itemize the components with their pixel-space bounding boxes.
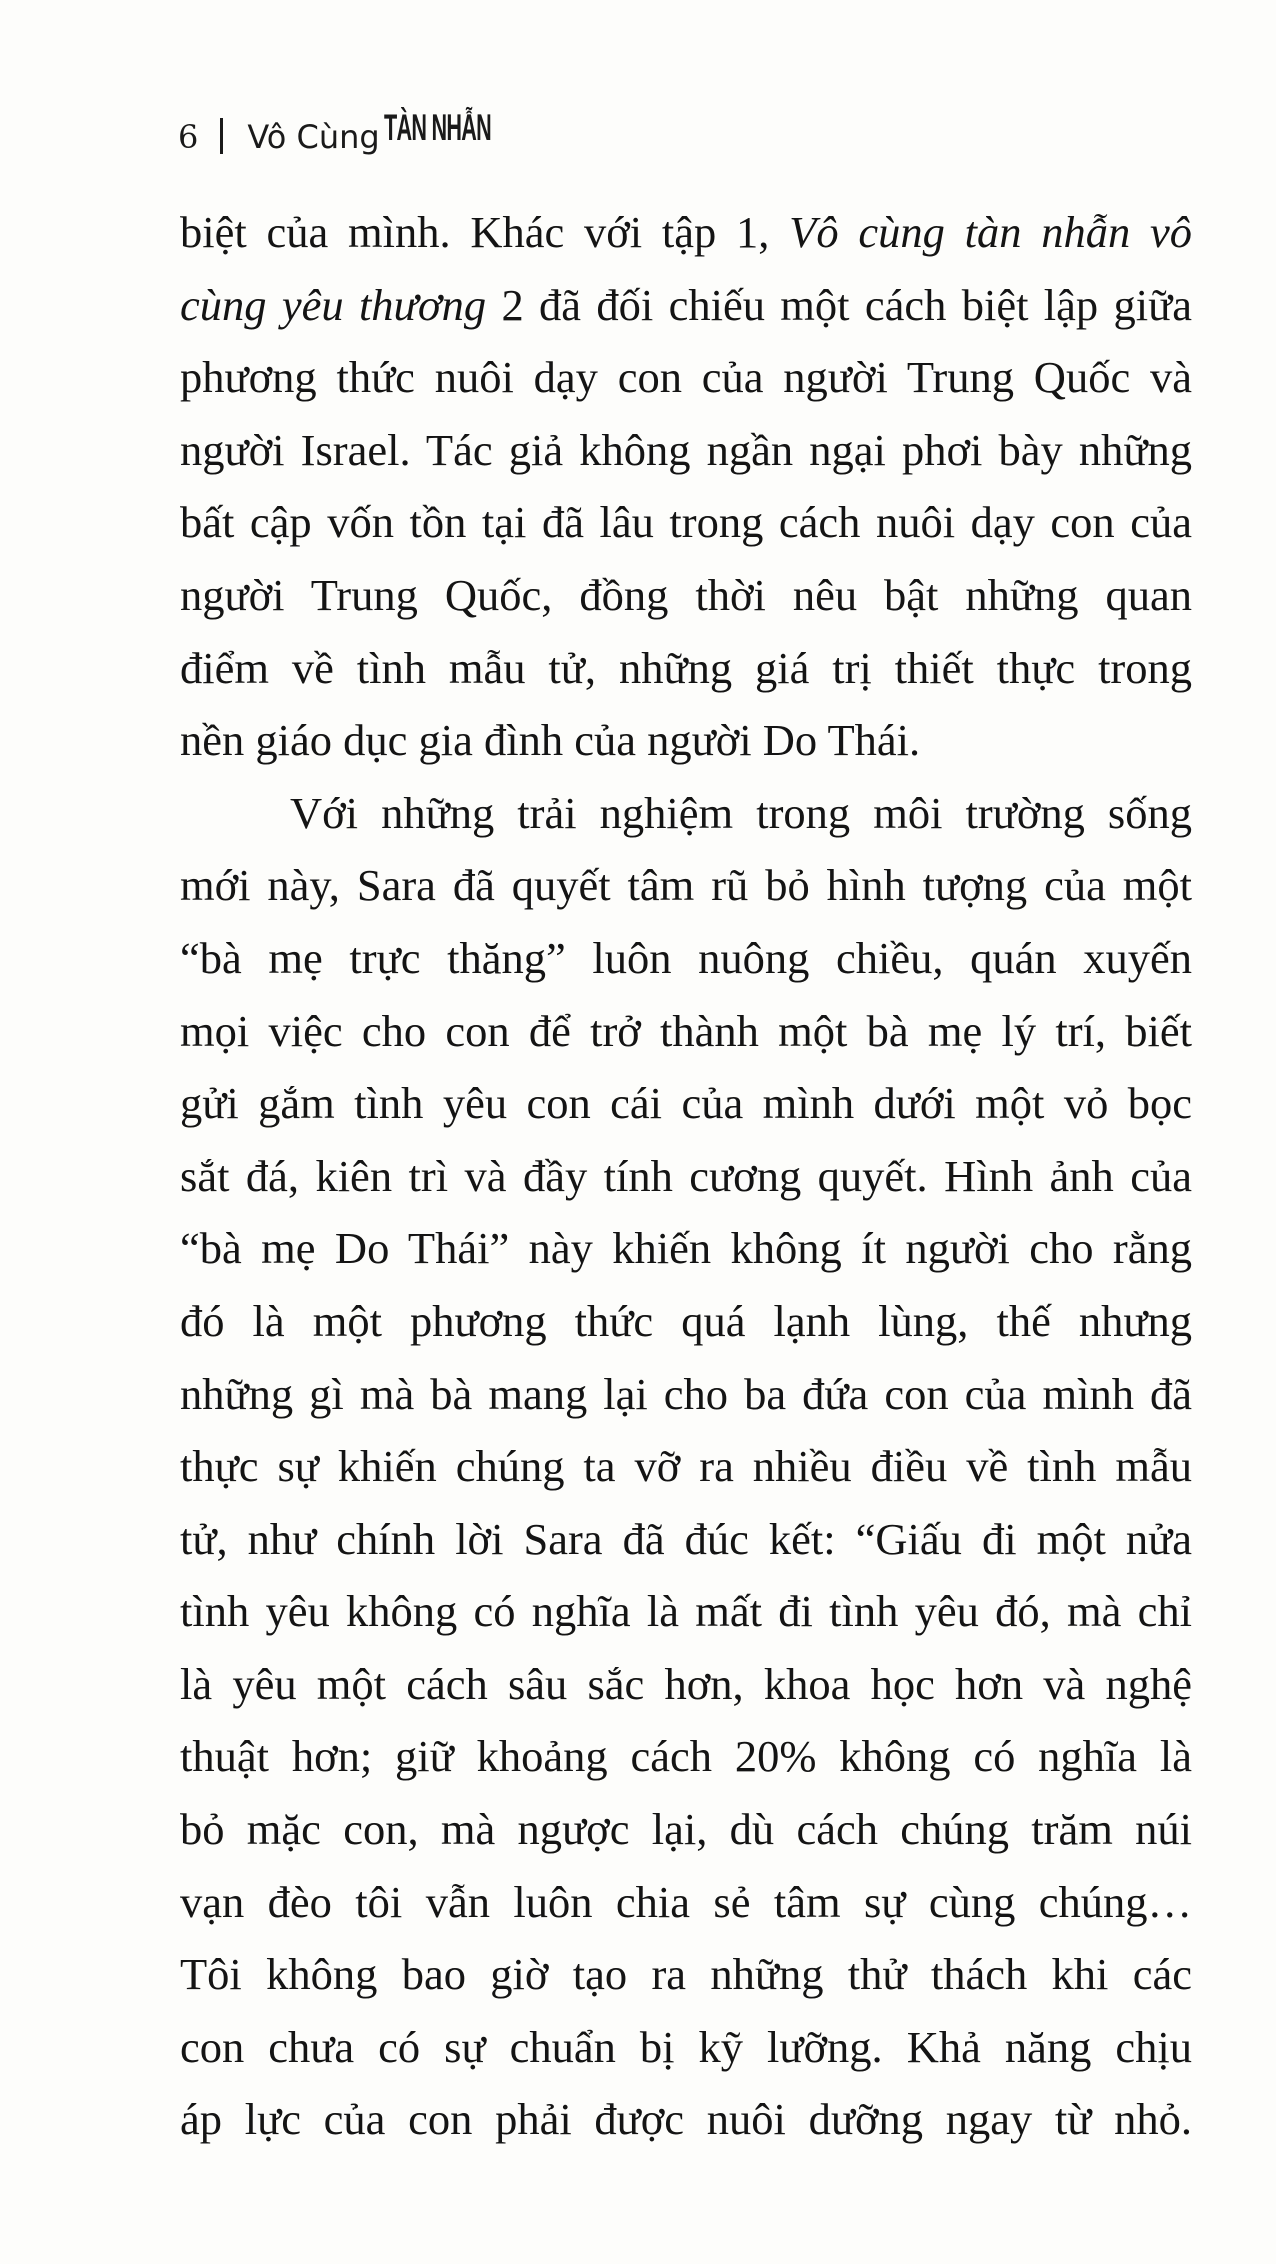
header-divider (220, 118, 223, 154)
text-line (180, 269, 1192, 342)
text-line: tình yêu không có nghĩa là mất đi tình yêu đó, mà chỉ (180, 1586, 1192, 1637)
text-line: gửi gắm tình yêu con cái của mình dưới một vỏ bọc (180, 1078, 1192, 1129)
text-line: áp lực của con phải được nuôi dưỡng ngay từ nhỏ. (180, 2094, 1192, 2145)
text-line: bất cập vốn tồn tại đã lâu trong cách nuôi dạy con của (180, 497, 1192, 548)
paragraph-2 (180, 777, 1192, 2156)
text-line: vạn đèo tôi vẫn luôn chia sẻ tâm sự cùng chúng… (180, 1876, 1192, 1927)
text-line: những gì mà bà mang lại cho ba đứa con của mình đã (180, 1368, 1192, 1419)
text-line: mọi việc cho con để trở thành một bà mẹ lý trí, biết (180, 1005, 1192, 1056)
book-title-italic: cùng yêu thương (180, 279, 487, 330)
text-line: thuật hơn; giữ khoảng cách 20% không có nghĩa là (180, 1731, 1192, 1782)
text-line: mới này, Sara đã quyết tâm rũ bỏ hình tượng của một (180, 860, 1192, 911)
text-line: “bà mẹ trực thăng” luôn nuông chiều, quán xuyến (180, 932, 1192, 983)
text-line: là yêu một cách sâu sắc hơn, khoa học hơn và nghệ (180, 1658, 1192, 1709)
text-line: bỏ mặc con, mà ngược lại, dù cách chúng trăm núi (180, 1804, 1192, 1855)
book-title-italic: Vô cùng tàn nhẫn vô (789, 207, 1192, 257)
text-line: phương thức nuôi dạy con của người Trung Quốc và (180, 352, 1192, 403)
text-line: “bà mẹ Do Thái” này khiến không ít người cho rằng (180, 1223, 1192, 1274)
text-line: người Trung Quốc, đồng thời nêu bật những quan (180, 569, 1192, 620)
running-title-light: Vô Cùng (247, 118, 380, 156)
text-line: sắt đá, kiên trì và đầy tính cương quyết. Hình ảnh của (180, 1150, 1192, 1201)
body-text (180, 196, 1192, 2156)
text-line: con chưa có sự chuẩn bị kỹ lưỡng. Khả năng chịu (180, 2021, 1192, 2072)
text-line (180, 196, 1192, 269)
paragraph-1 (180, 196, 1192, 777)
page-number: 6 (178, 118, 199, 156)
text-line: điểm về tình mẫu tử, những giá trị thiết thực trong (180, 642, 1192, 693)
text-line: Tôi không bao giờ tạo ra những thử thách khi các (180, 1949, 1192, 2000)
text-line: đó là một phương thức quá lạnh lùng, thế nhưng (180, 1295, 1192, 1346)
text-segment: 2 đã đối chiếu một cách biệt lập giữa (486, 279, 1193, 330)
text-line: người Israel. Tác giả không ngần ngại phơi bày những (180, 424, 1192, 475)
text-line: nền giáo dục gia đình của người Do Thái. (180, 715, 921, 766)
text-line: thực sự khiến chúng ta vỡ ra nhiều điều về tình mẫu (180, 1441, 1192, 1492)
text-line: tử, như chính lời Sara đã đúc kết: “Giấu đi một nửa (180, 1513, 1192, 1564)
running-title-bold: TÀN NHẪN (383, 107, 491, 149)
running-header (178, 107, 532, 162)
text-segment: biệt của mình. Khác với tập 1, (180, 207, 790, 257)
text-line: Với những trải nghiệm trong môi trường sống (290, 787, 1192, 838)
